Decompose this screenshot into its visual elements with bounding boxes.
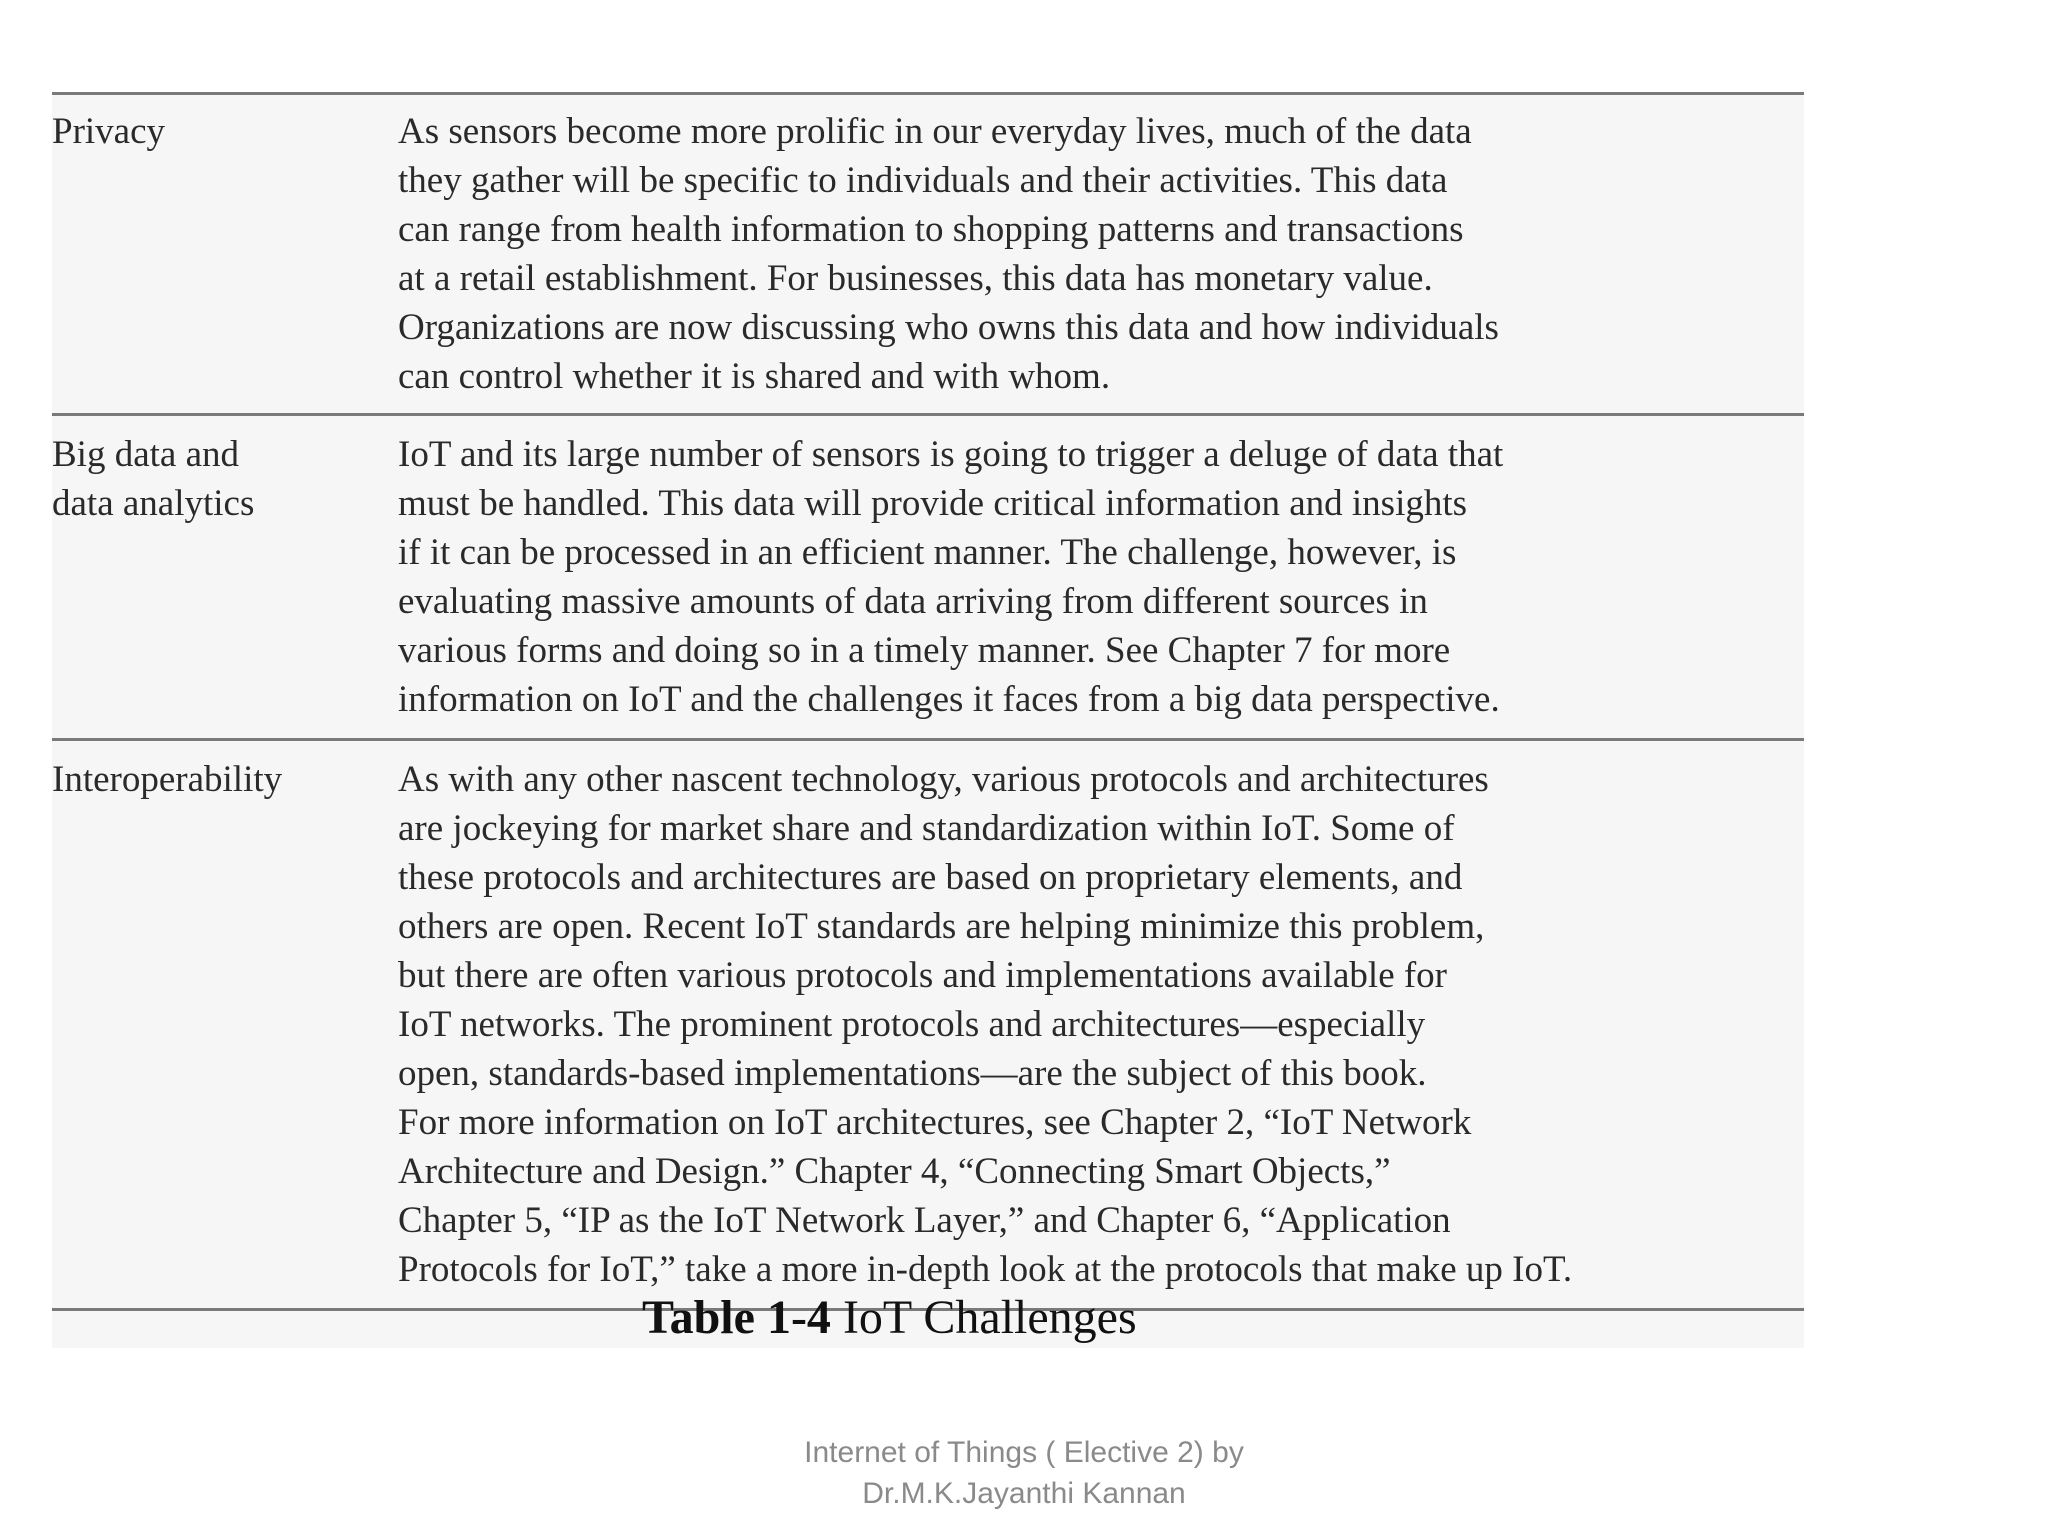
table-row-big-data (52, 416, 1804, 738)
row-term (52, 755, 398, 804)
description-line: For more information on IoT architectures, see Chapter 2, “IoT Network (398, 1102, 1472, 1143)
description-line: these protocols and architectures are based on proprietary elements, and (398, 857, 1463, 898)
table-caption-title: IoT Challenges (830, 1291, 1137, 1344)
term-line: Interoperability (52, 759, 283, 800)
description-line: As sensors become more prolific in our everyday lives, much of the data (398, 111, 1472, 152)
description-line: they gather will be specific to individuals and their activities. This data (398, 160, 1448, 201)
footer-author-line: Dr.M.K.Jayanthi Kannan (862, 1477, 1186, 1510)
iot-challenges-table (52, 92, 1804, 1311)
description-line: can range from health information to shopping patterns and transactions (398, 209, 1464, 250)
term-line: data analytics (52, 483, 255, 524)
description-line: IoT networks. The prominent protocols and architectures—especially (398, 1004, 1426, 1045)
slide-footer (624, 1432, 1424, 1514)
row-description (398, 430, 1804, 724)
description-line: IoT and its large number of sensors is going to trigger a deluge of data that (398, 434, 1504, 475)
description-line: Architecture and Design.” Chapter 4, “Connecting Smart Objects,” (398, 1151, 1391, 1192)
description-line: various forms and doing so in a timely manner. See Chapter 7 for more (398, 630, 1451, 671)
term-line: Privacy (52, 111, 166, 152)
table-caption-number: Table 1-4 (642, 1291, 831, 1344)
description-line: must be handled. This data will provide critical information and insights (398, 483, 1468, 524)
row-term (52, 107, 398, 156)
row-term (52, 430, 398, 528)
description-line: Organizations are now discussing who owns this data and how individuals (398, 307, 1499, 348)
row-description (398, 755, 1804, 1294)
description-line: but there are often various protocols and implementations available for (398, 955, 1448, 996)
table-row-interoperability (52, 741, 1804, 1308)
description-line: As with any other nascent technology, various protocols and architectures (398, 759, 1489, 800)
description-line: if it can be processed in an efficient manner. The challenge, however, is (398, 532, 1457, 573)
row-description (398, 107, 1804, 401)
description-line: Protocols for IoT,” take a more in-depth look at the protocols that make up IoT. (398, 1249, 1573, 1290)
description-line: can control whether it is shared and with whom. (398, 356, 1111, 397)
description-line: at a retail establishment. For businesses, this data has monetary value. (398, 258, 1433, 299)
description-line: Chapter 5, “IP as the IoT Network Layer,” and Chapter 6, “Application (398, 1200, 1451, 1241)
table-caption-text (642, 1290, 1137, 1345)
description-line: evaluating massive amounts of data arriving from different sources in (398, 581, 1428, 622)
footer-course-line: Internet of Things ( Elective 2) by (804, 1436, 1244, 1469)
term-line: Big data and (52, 434, 240, 475)
description-line: are jockeying for market share and standardization within IoT. Some of (398, 808, 1455, 849)
description-line: information on IoT and the challenges it faces from a big data perspective. (398, 679, 1500, 720)
description-line: others are open. Recent IoT standards are helping minimize this problem, (398, 906, 1485, 947)
table-row-privacy (52, 95, 1804, 413)
description-line: open, standards-based implementations—are the subject of this book. (398, 1053, 1427, 1094)
